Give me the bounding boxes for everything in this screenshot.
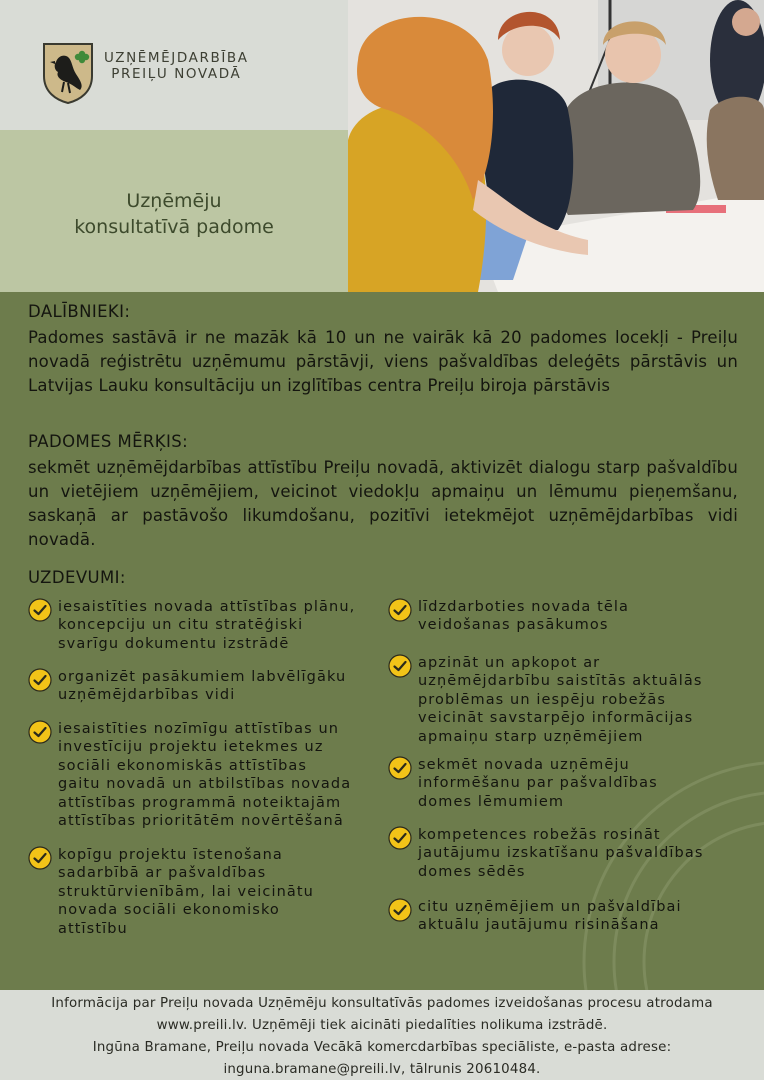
- check-circle-icon: [388, 826, 412, 850]
- check-circle-icon: [28, 720, 52, 744]
- tasks-label: UZDEVUMI:: [28, 568, 126, 587]
- task-text-line: novada sociāli ekonomisko: [58, 902, 280, 919]
- main-content: [0, 292, 764, 990]
- task-text: [418, 598, 629, 635]
- task-text-line: problēmas un iespēju robežās: [418, 691, 666, 708]
- check-circle-icon: [388, 654, 412, 678]
- task-item: [28, 668, 378, 705]
- check-circle-icon: [28, 598, 52, 622]
- title-line-2: konsultatīvā padome: [74, 216, 274, 238]
- task-text-line: kompetences robežās rosināt: [418, 827, 661, 843]
- task-text-line: svarīgu dokumentu izstrādē: [58, 635, 290, 652]
- task-text-line: iesaistīties nozīmīgu attīstības un: [58, 721, 340, 737]
- participants-text: Padomes sastāvā ir ne mazāk kā 10 un ne vairāk kā 20 padomes locekļi - Preiļu novadā reģistrētu uzņēmumu pārstāvji, viens pašvaldības deleģēts pārstāvis un Latvijas Lauku konsultāciju un izglītības centra Preiļu biroja pārstāvis: [28, 328, 738, 395]
- task-text: [418, 756, 658, 811]
- task-text-line: informēšanu par pašvaldības: [418, 775, 658, 792]
- goal-label: PADOMES MĒRĶIS:: [28, 432, 189, 451]
- meeting-photo: [348, 0, 764, 292]
- task-text: [418, 654, 703, 746]
- footer-line-2: www.preili.lv. Uzņēmēji tiek aicināti piedalīties nolikuma izstrādē.: [156, 1018, 608, 1033]
- task-text-line: iesaistīties novada attīstības plānu,: [58, 599, 356, 615]
- task-text-line: attīstības prioritātēm novērtēšanā: [58, 813, 344, 830]
- task-text-line: uzņēmējdarbību saistītās aktuālās: [418, 673, 703, 690]
- footer-line-4: inguna.bramane@preili.lv, tālrunis 20610484.: [223, 1062, 541, 1077]
- task-text-line: veicināt savstarpējo informācijas: [418, 710, 694, 727]
- logo-line-1: UZŅĒMĒJDARBĪBA: [104, 50, 249, 66]
- logo-line-2: PREIĻU NOVADĀ: [111, 66, 242, 82]
- task-item: [28, 846, 378, 938]
- task-item: [388, 826, 748, 881]
- task-text-line: struktūrvienībām, lai veicinātu: [58, 883, 314, 900]
- task-text: [418, 826, 704, 881]
- title-panel: [0, 130, 348, 292]
- check-circle-icon: [28, 668, 52, 692]
- task-text-line: līdzdarboties novada tēla: [418, 599, 630, 615]
- participants-label: DALĪBNIEKI:: [28, 302, 131, 321]
- task-text-line: aktuālu jautājumu risināšana: [418, 917, 660, 934]
- task-text-line: gaitu novadā un atbilstības novada: [58, 776, 352, 793]
- footer-line-3: Ingūna Bramane, Preiļu novada Vecākā komercdarbības speciāliste, e-pasta adrese:: [92, 1040, 672, 1055]
- task-text-line: sociāli ekonomiskās attīstības: [58, 757, 308, 774]
- task-text-line: sekmēt novada uzņēmēju: [418, 757, 630, 773]
- task-text-line: attīstības programmā noteiktajām: [58, 794, 342, 811]
- task-text-line: apzināt un apkopot ar: [418, 655, 601, 671]
- task-text: [58, 598, 355, 653]
- task-text-line: investīciju projektu ietekmes uz: [58, 739, 324, 756]
- task-item: [388, 598, 748, 635]
- task-text-line: koncepciju un citu stratēģiski: [58, 617, 304, 634]
- task-item: [28, 598, 378, 653]
- task-text: [58, 846, 314, 938]
- raven-clover-shield-icon: [42, 42, 94, 104]
- task-text: [58, 668, 346, 705]
- check-circle-icon: [388, 898, 412, 922]
- task-item: [28, 720, 378, 830]
- task-text: [418, 898, 682, 935]
- task-text: [58, 720, 351, 830]
- task-text-line: apmaiņu starp uzņēmējiem: [418, 728, 644, 745]
- task-text-line: domes lēmumiem: [418, 793, 565, 810]
- task-item: [388, 654, 748, 746]
- task-text-line: kopīgu projektu īstenošana: [58, 847, 283, 863]
- goal-text: sekmēt uzņēmējdarbības attīstību Preiļu novadā, aktivizēt dialogu starp pašvaldību un vietējiem uzņēmējiem, veicinot viedokļu apmaiņu un lēmumu pieņemšanu, saskaņā ar pastāvošo likumdošanu, pozitīvi ietekmējot uzņēmējdarbības vidi novadā.: [28, 458, 738, 549]
- task-item: [388, 756, 748, 811]
- footer: [0, 990, 764, 1080]
- task-text-line: domes sēdēs: [418, 863, 526, 880]
- page-title: [0, 188, 348, 240]
- task-text-line: organizēt pasākumiem labvēlīgāku: [58, 669, 347, 685]
- title-line-1: Uzņēmēju: [126, 190, 222, 212]
- meeting-photo-illustration: [348, 0, 764, 292]
- task-text-line: citu uzņēmējiem un pašvaldībai: [418, 899, 682, 915]
- check-circle-icon: [388, 756, 412, 780]
- check-circle-icon: [388, 598, 412, 622]
- task-item: [388, 898, 748, 935]
- task-text-line: veidošanas pasākumos: [418, 617, 609, 634]
- task-text-line: attīstību: [58, 920, 128, 937]
- footer-line-1: Informācija par Preiļu novada Uzņēmēju konsultatīvās padomes izveidošanas procesu atrodama: [51, 996, 713, 1011]
- task-text-line: jautājumu izskatīšanu pašvaldības: [418, 845, 704, 862]
- logo-panel: [0, 0, 348, 130]
- logo-wordmark: [104, 50, 249, 82]
- task-text-line: sadarbībā ar pašvaldības: [58, 865, 267, 882]
- check-circle-icon: [28, 846, 52, 870]
- task-text-line: uzņēmējdarbības vidi: [58, 687, 236, 704]
